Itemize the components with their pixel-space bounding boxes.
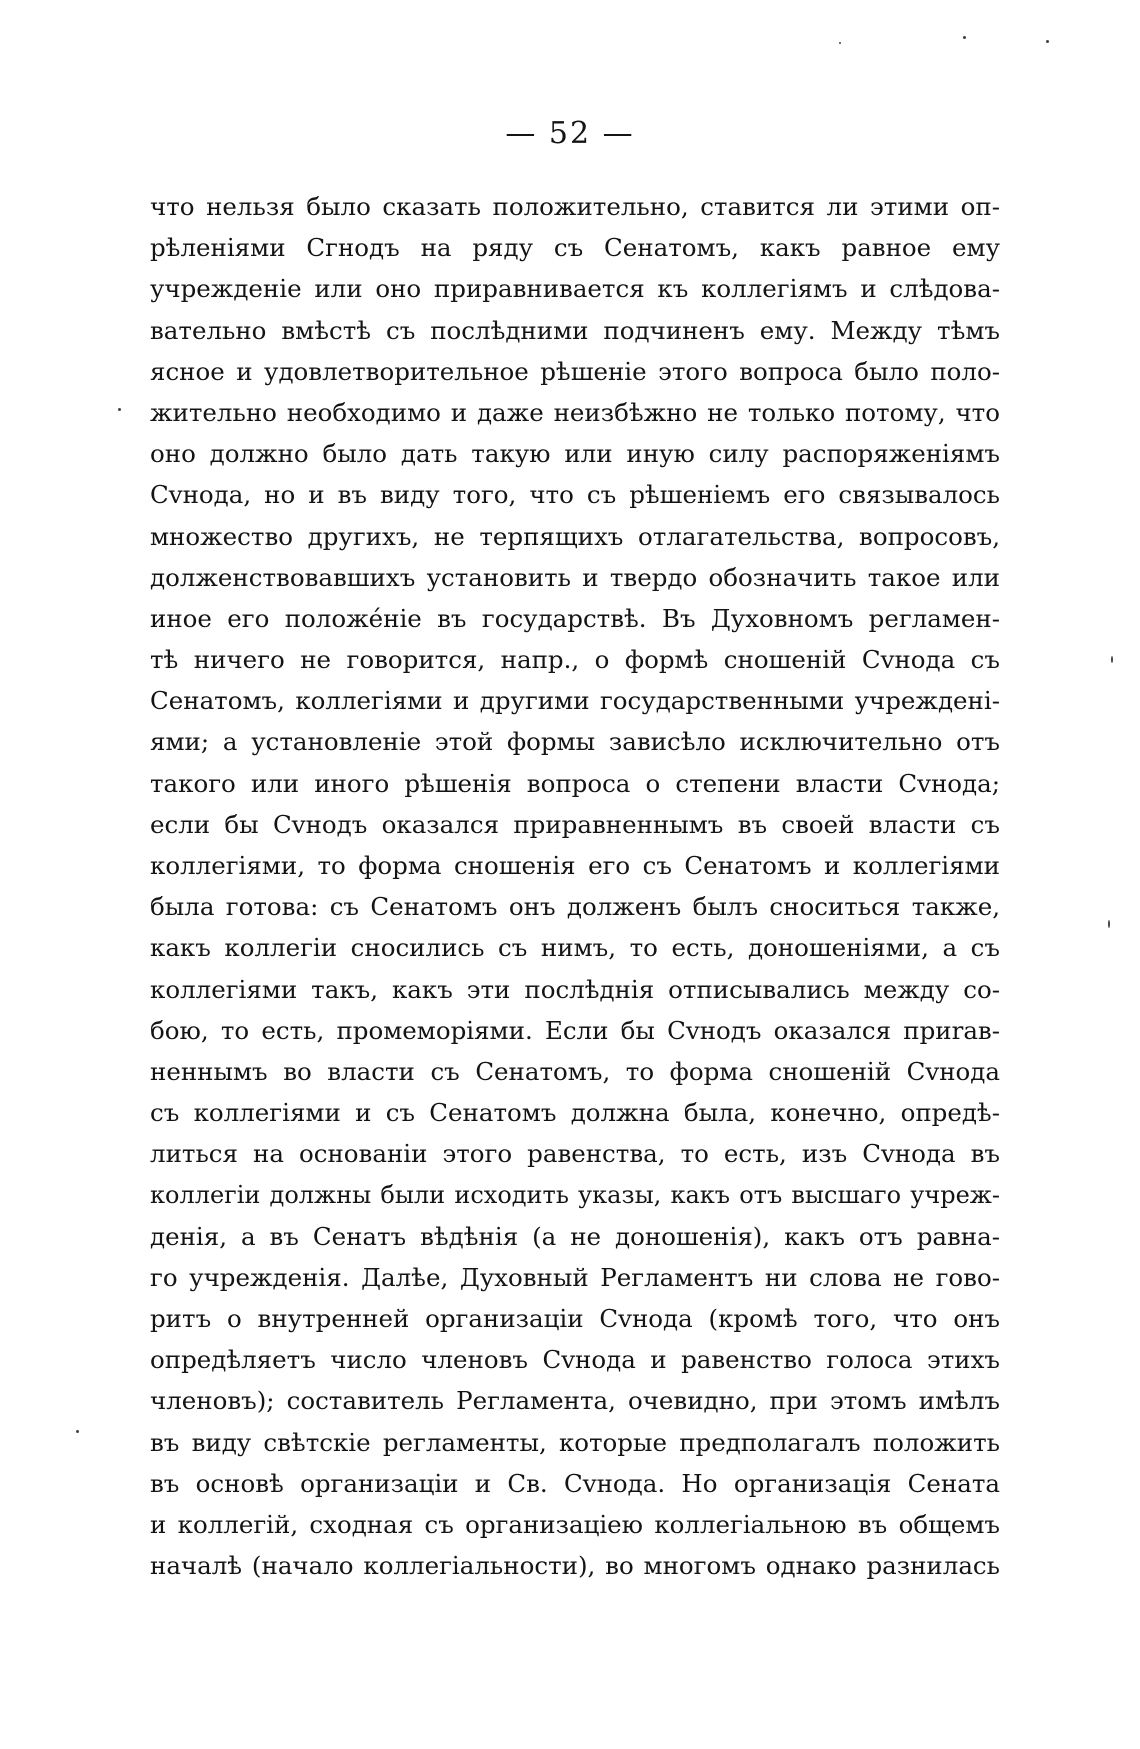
text-line: коллегіями такъ, какъ эти послѣднія отписывались между со- (150, 974, 1000, 1004)
text-line: учрежденіе или оно приравнивается къ коллегіямъ и слѣдова- (150, 274, 1000, 304)
text-line: съ коллегіями и съ Сенатомъ должна была, конечно, опредѣ- (150, 1098, 1000, 1128)
text-line: вательно вмѣстѣ съ послѣдними подчиненъ ему. Между тѣмъ (150, 315, 1000, 345)
body-text (150, 186, 1000, 1586)
text-line: го учрежденія. Далѣе, Духовный Регламентъ ни слова не гово- (150, 1262, 1000, 1292)
print-speck (1108, 920, 1110, 928)
text-line: бою, то есть, промеморіями. Если бы Сvнодъ оказался приrав- (150, 1015, 1000, 1045)
text-line: литься на основаніи этого равенства, то есть, изъ Сvнода въ (150, 1139, 1000, 1169)
text-line: была готова: съ Сенатомъ онъ долженъ былъ сноситься также, (150, 892, 1000, 922)
text-line: иное его положéніе въ государствѣ. Въ Духовномъ регламен- (150, 603, 1000, 633)
print-speck (76, 1430, 79, 1433)
page-number: — 52 — (505, 116, 635, 151)
text-line: что нельзя было сказать положительно, ставится ли этими оп- (150, 192, 1000, 221)
text-line: неннымъ во власти съ Сенатомъ, то форма сношеній Сvнода (150, 1056, 1000, 1086)
text-line: ями; а установленіе этой формы зависѣло исключительно отъ (150, 727, 1000, 757)
text-line: коллегіи должны были исходить указы, какъ отъ высшаго учреж- (150, 1180, 1000, 1209)
text-line: рѣленіями Сгнодъ на ряду съ Сенатомъ, какъ равное ему (150, 233, 1000, 263)
text-line: долженствовавшихъ установить и твердо обозначить такое или (150, 562, 1000, 592)
text-line: членовъ); составитель Регламента, очевидно, при этомъ имѣлъ (150, 1386, 1000, 1416)
text-line: жительно необходимо и даже неизбѣжно не только потому, что (150, 397, 1000, 427)
text-line: началѣ (начало коллегіальности), во многомъ однако разнилась (150, 1551, 1000, 1581)
text-line: если бы Сvнодъ оказался приравненнымъ въ своей власти съ (150, 809, 1000, 839)
text-line: въ виду свѣтскіе регламенты, которые предполагалъ положить (150, 1427, 1000, 1457)
text-line: коллегіями, то форма сношенія его съ Сенатомъ и коллегіями (150, 851, 1000, 880)
text-line: тѣ ничего не говорится, напр., о формѣ сношеній Сvнода съ (150, 645, 1000, 675)
text-line: множество другихъ, не терпящихъ отлагательства, вопросовъ, (150, 521, 1000, 551)
text-line: денія, а въ Сенатъ вѣдѣнія (а не доношенія), какъ отъ равна- (150, 1221, 1000, 1251)
text-line: ясное и удовлетворительное рѣшеніе этого вопроса было поло- (150, 356, 1000, 386)
print-speck (963, 36, 966, 39)
print-speck (118, 408, 121, 411)
print-speck (839, 42, 841, 44)
text-line: Сенатомъ, коллегіями и другими государственными учреждені- (150, 686, 1000, 716)
text-line: опредѣляетъ число членовъ Сvнода и равенство голоса этихъ (150, 1345, 1000, 1375)
text-line: такого или иного рѣшенія вопроса о степени власти Сvнода; (150, 768, 1000, 798)
text-line: Сvнода, но и въ виду того, что съ рѣшеніемъ его связывалось (150, 480, 1000, 510)
print-speck (1111, 656, 1113, 663)
text-line: и коллегій, сходная съ организаціею коллегіальною въ общемъ (150, 1510, 1000, 1539)
text-line: въ основѣ организаціи и Св. Сvнода. Но организація Сената (150, 1468, 1000, 1498)
print-speck (1046, 40, 1049, 43)
text-line: оно должно было дать такую или иную силу распоряженіямъ (150, 439, 1000, 469)
text-line: какъ коллегіи сносились съ нимъ, то есть, доношеніями, а съ (150, 933, 1000, 963)
text-line: ритъ о внутренней организаціи Сvнода (кромѣ того, что онъ (150, 1304, 1000, 1334)
